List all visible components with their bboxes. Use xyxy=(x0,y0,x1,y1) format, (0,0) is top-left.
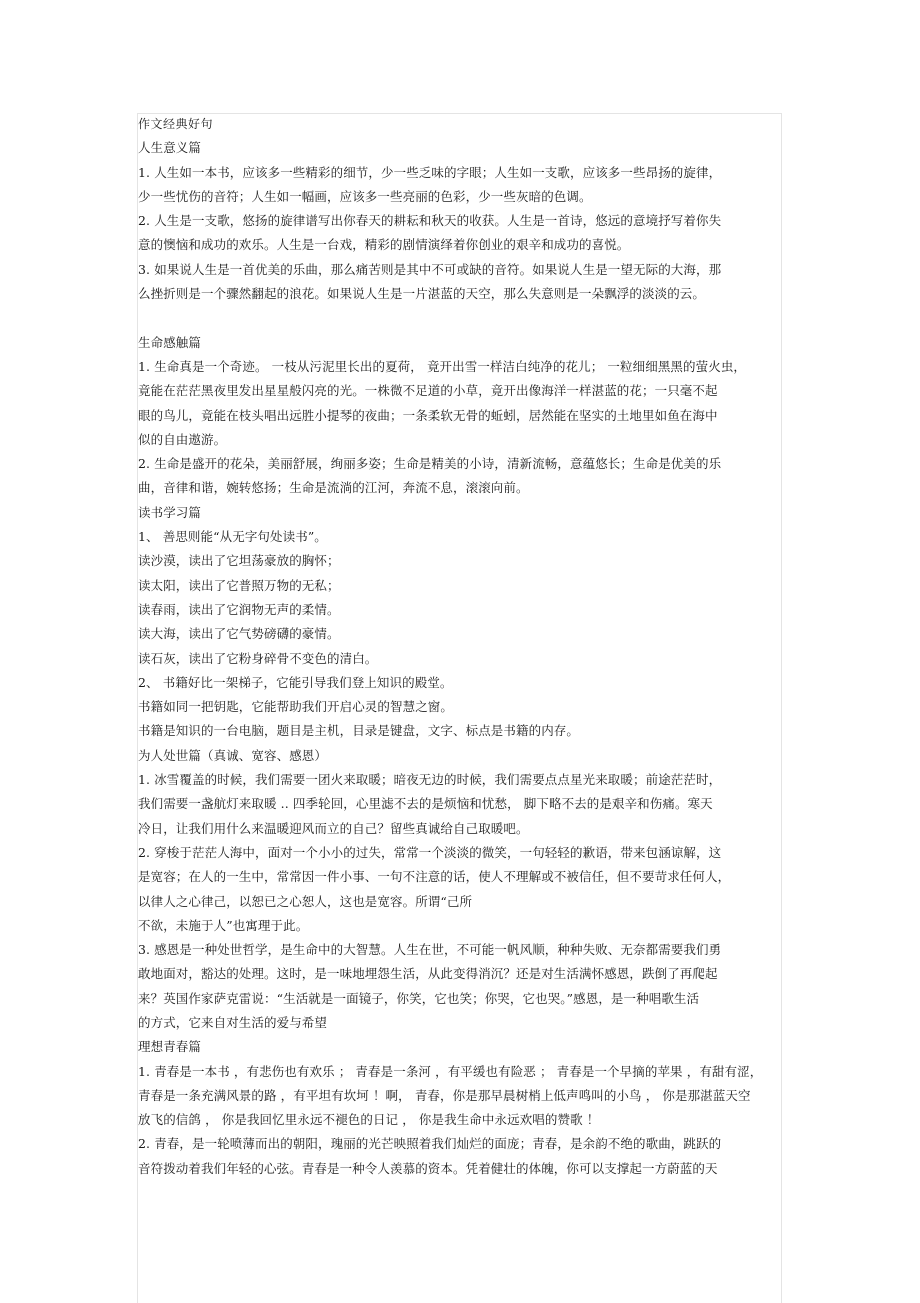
text-line: 读沙漠，读出了它坦荡豪放的胸怀； xyxy=(138,553,340,569)
text-line: 2、 书籍好比一架梯子，它能引导我们登上知识的殿堂。 xyxy=(138,674,453,690)
text-line: 3. 感恩是一种处世哲学，是生命中的大智慧。人生在世，不可能一帆风顺，种种失败、无奈都需要我们勇 xyxy=(138,942,722,958)
text-line: 2. 人生是一支歌，悠扬的旋律谱写出你春天的耕耘和秋天的收获。人生是一首诗，悠远的意境抒写着你失 xyxy=(138,213,722,229)
text-line: 青春是一条充满风景的路 ，有平坦有坎坷 ！啊， 青春，你是那早晨树梢上低声鸣叫的小鸟 ， 你是那湛蓝天空 xyxy=(138,1087,751,1103)
text-line: 少一些忧伤的音符；人生如一幅画，应该多一些亮丽的色彩，少一些灰暗的色调。 xyxy=(138,188,592,204)
text-line: 么挫折则是一个骤然翻起的浪花。如果说人生是一片湛蓝的天空，那么失意则是一朵飘浮的淡淡的云。 xyxy=(138,286,706,302)
text-line: 1. 冰雪覆盖的时候，我们需要一团火来取暖；暗夜无边的时候，我们需要点点星光来取暖；前途茫茫时， xyxy=(138,772,722,788)
text-line: 以律人之心律己，以恕已之心恕人，这也是宽容。所谓“己所 xyxy=(138,893,473,909)
text-line: 生命感触篇 xyxy=(138,334,202,350)
text-line: 读书学习篇 xyxy=(138,504,202,520)
text-line: 1. 青春是一本书 ，有悲伤也有欢乐 ； 青春是一条河 ，有平缓也有险恶 ； 青春是一个早摘的苹果 ，有甜有涩， xyxy=(138,1063,763,1079)
document-title: 作文经典好句 xyxy=(138,117,214,131)
text-line: 1、 善思则能“从无字句处读书”。 xyxy=(138,529,327,545)
text-line: 曲，音律和谐，婉转悠扬；生命是流淌的江河，奔流不息，滚滚向前。 xyxy=(138,480,529,496)
text-line: 书籍如同一把钥匙，它能帮助我们开启心灵的智慧之窗。 xyxy=(138,699,454,715)
text-line: 读春雨，读出了它润物无声的柔情。 xyxy=(138,601,340,617)
document-body xyxy=(138,112,778,1181)
text-line: 读石灰，读出了它粉身碎骨不变色的清白。 xyxy=(138,650,378,666)
text-line: 冷日，让我们用什么来温暖迎风而立的自己？留些真诚给自己取暖吧。 xyxy=(138,820,529,836)
text-line: 人生意义篇 xyxy=(138,140,202,156)
text-line: 2. 穿梭于茫茫人海中，面对一个小小的过失，常常一个淡淡的微笑，一句轻轻的歉语，带来包涵谅解，这 xyxy=(138,844,722,860)
text-line: 来？英国作家萨克雷说：“生活就是一面镜子，你笑，它也笑；你哭，它也哭。”感恩，是一种唱歌生活 xyxy=(138,990,700,1006)
text-line xyxy=(138,306,778,330)
text-line: 的方式，它来自对生活的爱与希望 xyxy=(138,1014,328,1030)
text-line: 3. 如果说人生是一首优美的乐曲，那么痛苦则是其中不可或缺的音符。如果说人生是一望无际的大海，那 xyxy=(138,261,722,277)
text-line: 意的懊恼和成功的欢乐。人生是一台戏，精彩的剧情演绎着你创业的艰辛和成功的喜悦。 xyxy=(138,237,630,253)
text-line: 音符拨动着我们年轻的心弦。青春是一种令人羡慕的资本。凭着健壮的体魄，你可以支撑起一方蔚蓝的天 xyxy=(138,1160,718,1176)
text-line: 理想青春篇 xyxy=(138,1039,202,1055)
text-line: 2. 生命是盛开的花朵，美丽舒展，绚丽多姿；生命是精美的小诗，清新流畅，意蕴悠长；生命是优美的乐 xyxy=(138,456,722,472)
text-line: 敢地面对，豁达的处理。这时，是一味地埋怨生活，从此变得消沉？还是对生活满怀感恩，跌倒了再爬起 xyxy=(138,966,718,982)
text-line: 似的自由遨游。 xyxy=(138,431,227,447)
text-line: 2. 青春，是一轮喷薄而出的朝阳，瑰丽的光芒映照着我们灿烂的面庞；青春，是余韵不绝的歌曲，跳跃的 xyxy=(138,1136,722,1152)
text-line: 放飞的信鸽 ， 你是我回忆里永远不褪色的日记 ， 你是我生命中永远欢唱的赞歌 ！ xyxy=(138,1112,600,1128)
text-line: 竟能在茫茫黑夜里发出星星般闪亮的光。一株微不足道的小草，竟开出像海洋一样湛蓝的花；一只毫不起 xyxy=(138,383,718,399)
text-line: 书籍是知识的一台电脑，题目是主机，目录是键盘，文字、标点是书籍的内存。 xyxy=(138,723,580,739)
text-line: 为人处世篇（真诚、宽容、感恩） xyxy=(138,747,328,763)
document-lines xyxy=(138,136,778,1181)
text-line: 不欲，未施于人”也寓理于此。 xyxy=(138,917,309,933)
text-line: 眼的鸟儿，竟能在枝头唱出远胜小提琴的夜曲；一条柔软无骨的蚯蚓，居然能在坚实的土地里如鱼在海中 xyxy=(138,407,718,423)
text-line: 我们需要一盏航灯来取暖 .. 四季轮回，心里滤不去的是烦恼和忧愁， 脚下略不去的是艰辛和伤痛。寒天 xyxy=(138,796,713,812)
text-line: 1. 生命真是一个奇迹。 一枝从污泥里长出的夏荷， 竟开出雪一样洁白纯净的花儿； 一粒细细黑黑的萤火虫， xyxy=(138,358,747,374)
text-line: 是宽容；在人的一生中，常常因一件小事、一句不注意的话，使人不理解或不被信任，但不要苛求任何人， xyxy=(138,869,731,885)
text-line: 读太阳，读出了它普照万物的无私； xyxy=(138,577,340,593)
text-line: 读大海，读出了它气势磅礴的豪情。 xyxy=(138,626,340,642)
text-line: 1. 人生如一本书，应该多一些精彩的细节，少一些乏味的字眼；人生如一支歌，应该多一些昂扬的旋律， xyxy=(138,164,722,180)
